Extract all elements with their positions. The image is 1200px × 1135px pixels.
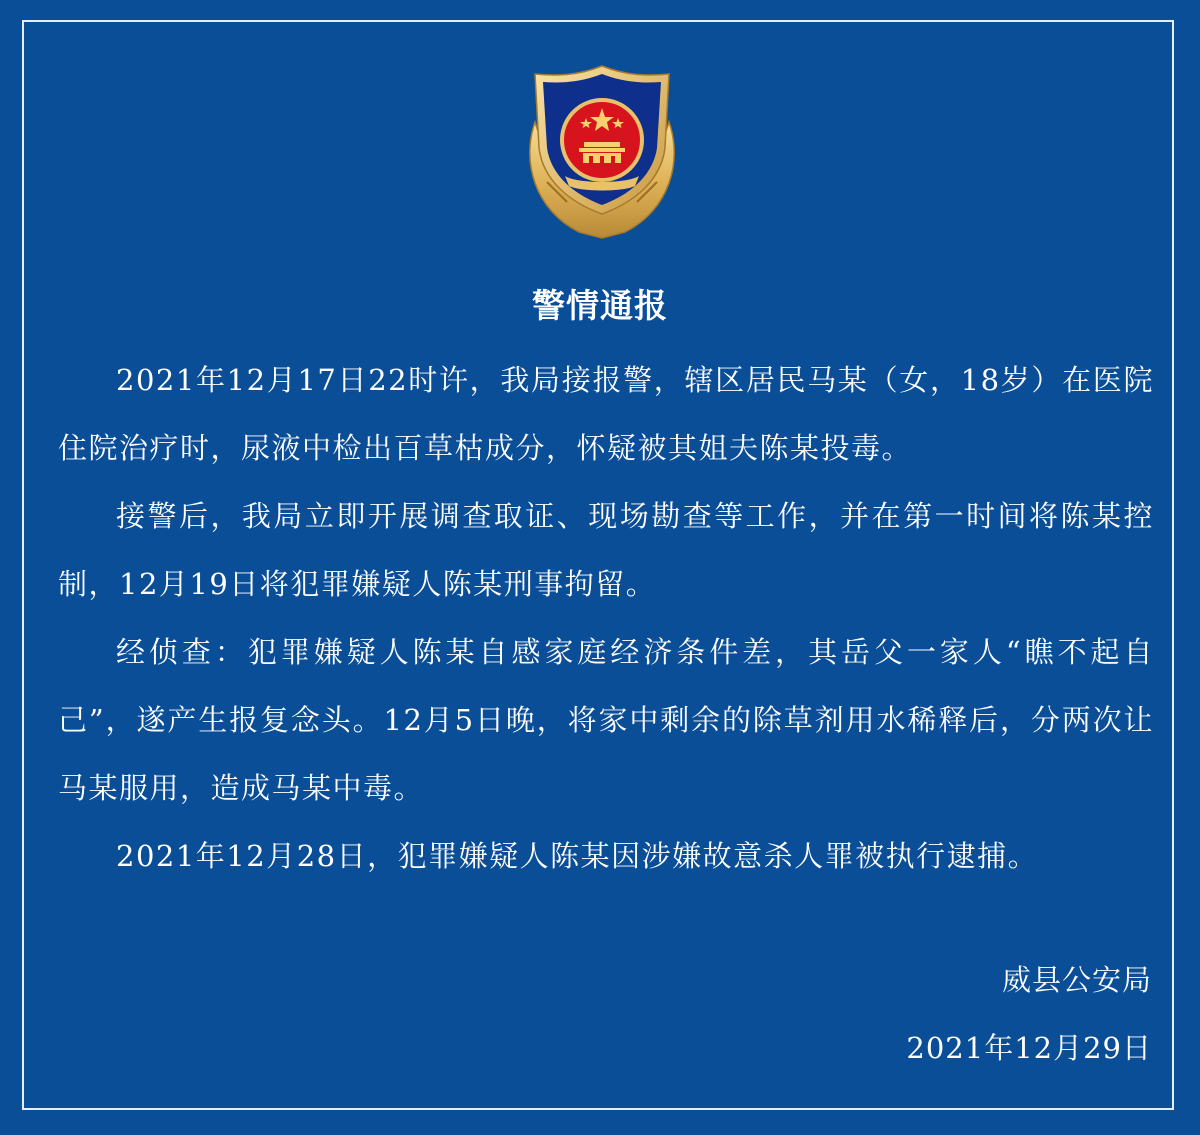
notice-title: 警情通报 xyxy=(532,286,668,325)
issuer-signature: 威县公安局 xyxy=(1001,963,1152,997)
police-emblem-icon xyxy=(517,62,687,244)
issue-date: 2021年12月29日 xyxy=(906,1031,1152,1065)
notice-paragraph-4: 2021年12月28日，犯罪嫌疑人陈某因涉嫌故意杀人罪被执行逮捕。 xyxy=(116,839,1039,873)
notice-paragraph-1: 2021年12月17日22时许，我局接报警，辖区居民马某（女，18岁）在医院住院治疗时，尿液中检出百草枯成分，怀疑被其姐夫陈某投毒。 xyxy=(58,363,1154,465)
notice-paragraph-3: 经侦查：犯罪嫌疑人陈某自感家庭经济条件差，其岳父一家人“瞧不起自己”，遂产生报复念头。12月5日晚，将家中剩余的除草剂用水稀释后，分两次让马某服用，造成马某中毒。 xyxy=(58,635,1154,805)
notice-body xyxy=(58,346,1154,890)
notice-paragraph-2: 接警后，我局立即开展调查取证、现场勘查等工作，并在第一时间将陈某控制，12月19日将犯罪嫌疑人陈某刑事拘留。 xyxy=(58,499,1154,601)
